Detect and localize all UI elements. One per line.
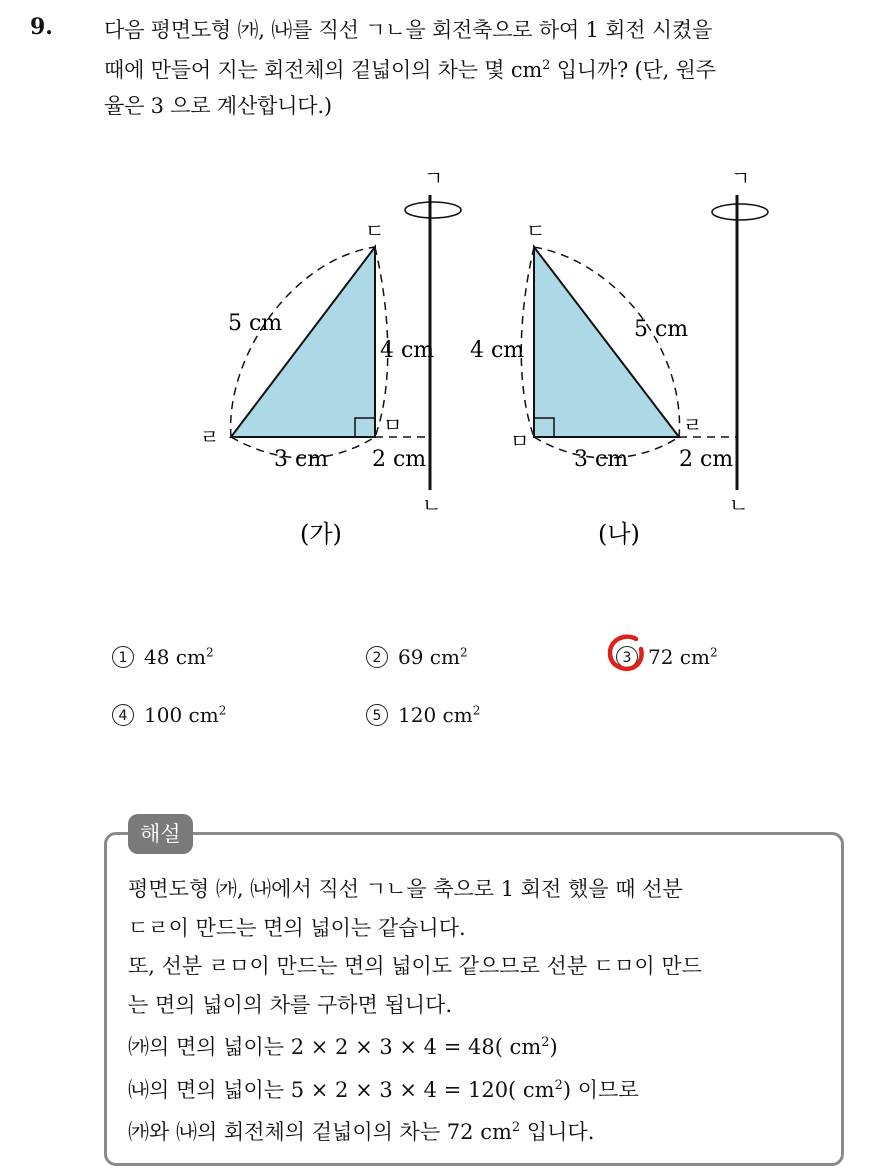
height-label-left: 4 cm xyxy=(380,338,435,363)
choice-value-4: 100 $cm^2$ xyxy=(144,703,227,727)
explanation-line-7: ㈎와 ㈏의 회전체의 겉넓이의 차는 72 $cm^2$ 입니다. xyxy=(128,1120,595,1144)
caption-right: (나) xyxy=(598,520,640,548)
axis-bottom-label-left: ㄴ xyxy=(422,493,442,517)
axis-top-label-right: ㄱ xyxy=(731,166,751,190)
explanation-line-2: ㄷㄹ이 만드는 면의 넓이는 같습니다. xyxy=(128,915,466,940)
rotation-arrow-left xyxy=(405,202,461,218)
question-number: 9. xyxy=(30,14,53,40)
explanation-text xyxy=(128,870,828,1152)
choice-value-5: 120 $cm^2$ xyxy=(398,703,481,727)
vertex-top-left: ㄷ xyxy=(365,219,385,243)
vertex-right-right: ㄹ xyxy=(683,413,703,437)
choice-4[interactable] xyxy=(112,703,226,727)
explanation-tag: 해설 xyxy=(128,814,193,854)
explanation-line-6: ㈏의 면의 넓이는 5 × 2 × 3 × 4 = 120( $cm^2$) 이므로 xyxy=(128,1077,639,1102)
gap-label-left: 2 cm xyxy=(372,447,427,472)
vertex-left-left: ㄹ xyxy=(200,425,220,449)
base-label-left: 3 cm xyxy=(274,447,329,472)
vertex-left-right: ㅁ xyxy=(510,429,530,453)
rotation-arrow-right xyxy=(712,204,768,220)
triangle-left xyxy=(231,247,375,437)
choice-mark-1: 1 xyxy=(112,646,134,668)
choice-5[interactable] xyxy=(366,703,480,727)
answer-circle-mark xyxy=(606,633,646,673)
figure-right xyxy=(470,166,768,548)
axis-bottom-label-right: ㄴ xyxy=(729,493,749,517)
caption-left: (가) xyxy=(300,520,342,548)
choice-2[interactable] xyxy=(366,645,468,669)
height-label-right: 4 cm xyxy=(470,338,525,363)
choice-1[interactable] xyxy=(112,645,214,669)
choice-value-3: 72 $cm^2$ xyxy=(648,645,718,669)
choice-value-1: 48 $cm^2$ xyxy=(144,645,214,669)
choice-mark-2: 2 xyxy=(366,646,388,668)
question-text xyxy=(104,12,874,124)
choice-mark-3: 3 xyxy=(616,646,638,668)
vertex-top-right: ㄷ xyxy=(526,219,546,243)
hyp-label-right: 5 cm xyxy=(634,317,689,342)
rotation-figure xyxy=(0,150,884,570)
choice-mark-5: 5 xyxy=(366,704,388,726)
choice-value-2: 69 $cm^2$ xyxy=(398,645,468,669)
explanation-line-5: ㈎의 면의 넓이는 2 × 2 × 3 × 4 = 48( $cm^2$) xyxy=(128,1035,558,1059)
axis-top-label-left: ㄱ xyxy=(424,166,444,190)
gap-label-right: 2 cm xyxy=(679,447,734,472)
question-line-1: 다음 평면도형 ㈎, ㈏를 직선 ㄱㄴ을 회전축으로 하여 1 회전 시켰을 xyxy=(104,18,713,42)
vertex-right-left: ㅁ xyxy=(383,413,403,437)
question-line-3: 율은 3 으로 계산합니다.) xyxy=(104,94,332,118)
explanation-line-1: 평면도형 ㈎, ㈏에서 직선 ㄱㄴ을 축으로 1 회전 했을 때 선분 xyxy=(128,877,683,901)
base-label-right: 3 cm xyxy=(574,447,629,472)
question-line-2: 때에 만들어 지는 회전체의 겉넓이의 차는 몇 $cm^2$ 입니까? (단, 원주 xyxy=(104,58,716,82)
explanation-line-4: 는 면의 넓이의 차를 구하면 됩니다. xyxy=(128,992,453,1017)
figure-left xyxy=(200,166,461,548)
choice-mark-4: 4 xyxy=(112,704,134,726)
hyp-label-left: 5 cm xyxy=(228,311,283,336)
explanation-line-3: 또, 선분 ㄹㅁ이 만드는 면의 넓이도 같으므로 선분 ㄷㅁ이 만드 xyxy=(128,954,702,978)
